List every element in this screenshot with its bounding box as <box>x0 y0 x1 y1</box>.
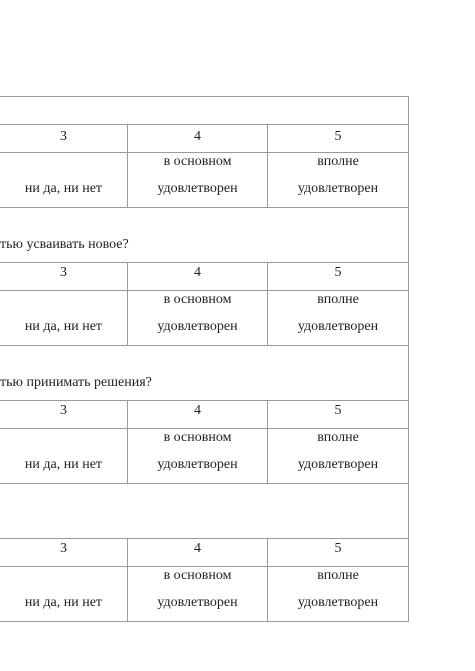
table-border <box>0 96 409 97</box>
answer-fully-line2: удовлетворен <box>297 319 379 334</box>
answer-mostly-line2: удовлетворен <box>157 181 238 196</box>
table-border <box>408 96 409 622</box>
answer-mostly-line2: удовлетворен <box>157 319 238 334</box>
table-border <box>0 345 409 346</box>
scale-header-5: 5 <box>334 265 342 280</box>
scale-header-3: 3 <box>60 129 67 144</box>
answer-mostly-line1: в основном <box>163 568 232 583</box>
answer-neutral: ни да, ни нет <box>24 595 103 610</box>
answer-fully-line1: вполне <box>317 154 359 169</box>
table-border <box>0 566 409 567</box>
scale-header-5: 5 <box>334 129 342 144</box>
answer-fully-line2: удовлетворен <box>297 457 379 472</box>
answer-neutral: ни да, ни нет <box>24 319 103 334</box>
answer-mostly-line1: в основном <box>163 292 232 307</box>
question-text: тью усваивать новое? <box>0 237 129 252</box>
answer-fully-line2: удовлетворен <box>297 181 379 196</box>
table-border <box>0 124 409 125</box>
question-text: тью принимать решения? <box>0 375 152 390</box>
table-border <box>0 262 409 263</box>
answer-mostly-line1: в основном <box>163 154 232 169</box>
scale-header-5: 5 <box>334 403 342 418</box>
table-border <box>0 152 409 153</box>
table-border <box>0 290 409 291</box>
answer-neutral: ни да, ни нет <box>24 457 103 472</box>
scale-header-4: 4 <box>194 129 201 144</box>
answer-mostly-line1: в основном <box>163 430 232 445</box>
table-border <box>0 207 409 208</box>
scale-header-4: 4 <box>194 265 201 280</box>
table-border <box>0 538 409 539</box>
answer-fully-line1: вполне <box>317 292 359 307</box>
scale-header-3: 3 <box>60 403 67 418</box>
scale-header-5: 5 <box>334 541 342 556</box>
scale-header-3: 3 <box>60 541 67 556</box>
answer-fully-line2: удовлетворен <box>297 595 379 610</box>
scale-header-4: 4 <box>194 541 201 556</box>
scale-header-3: 3 <box>60 265 67 280</box>
scale-header-4: 4 <box>194 403 201 418</box>
table-border <box>0 428 409 429</box>
answer-neutral: ни да, ни нет <box>24 181 103 196</box>
answer-mostly-line2: удовлетворен <box>157 457 238 472</box>
table-border <box>0 400 409 401</box>
answer-fully-line1: вполне <box>317 430 359 445</box>
table-border <box>0 621 409 622</box>
table-border <box>0 483 409 484</box>
answer-mostly-line2: удовлетворен <box>157 595 238 610</box>
answer-fully-line1: вполне <box>317 568 359 583</box>
